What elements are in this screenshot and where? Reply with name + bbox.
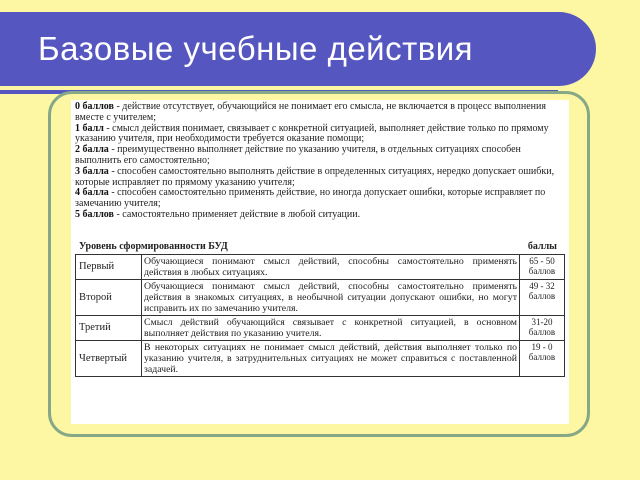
table-row	[76, 254, 565, 279]
points-range: 31-20	[531, 316, 553, 327]
level-desc: - действие отсутствует, обучающийся не понимает его смысла, не включается в процесс выполнения вместе с учителем;	[75, 101, 546, 123]
row-level: Четвертый	[76, 340, 142, 376]
level-item	[75, 210, 565, 221]
table-row	[76, 315, 565, 340]
level-desc: - способен самостоятельно применять действие, но иногда допускает ошибки, которые исправляет по замечанию учителя;	[75, 187, 546, 210]
level-score: 5 баллов	[75, 208, 114, 220]
level-score: 4 балла	[75, 187, 109, 199]
points-range: 65 - 50	[529, 255, 555, 266]
header-level: Уровень сформированности БУД	[79, 240, 228, 252]
levels-table	[75, 254, 565, 377]
table-header	[75, 241, 565, 253]
row-level: Первый	[76, 254, 142, 279]
points-unit: баллов	[528, 265, 556, 276]
row-level: Второй	[76, 279, 142, 315]
level-desc: - способен самостоятельно выполнять действие в определенных ситуациях, нередко допускает ошибки, которые исправляет по прямому указанию учителя;	[75, 165, 555, 188]
level-item	[75, 188, 565, 210]
points-unit: баллов	[528, 351, 556, 362]
level-score: 0 баллов	[75, 101, 114, 112]
level-desc: - самостоятельно применяет действие в любой ситуации.	[113, 208, 361, 220]
row-points	[520, 340, 565, 376]
row-description: Обучающиеся понимают смысл действий, способны самостоятельно применять действия в любых ситуациях.	[142, 254, 520, 279]
level-score: 2 балла	[75, 144, 109, 156]
level-score: 3 балла	[75, 165, 109, 177]
row-description: Обучающиеся понимают смысл действий, способны самостоятельно применять действия в знакомых ситуациях, в необычной ситуации допускают ошибки, но могут исправить их по замечанию учителя.	[142, 279, 520, 315]
row-description: Смысл действий обучающийся связывает с конкретной ситуацией, в основном выполняет действия по указанию учителя.	[142, 315, 520, 340]
row-points	[520, 315, 565, 340]
row-points	[520, 254, 565, 279]
points-range: 49 - 32	[529, 280, 555, 291]
level-item	[75, 124, 565, 146]
points-range: 19 - 0	[531, 341, 553, 352]
row-level: Третий	[76, 315, 142, 340]
level-item	[75, 102, 565, 124]
score-levels	[75, 102, 565, 221]
row-description: В некоторых ситуациях не понимает смысл действий, действия выполняет только по указанию учителя, в затруднительных ситуациях не может справиться с поставленной задачей.	[142, 340, 520, 376]
points-unit: баллов	[528, 326, 556, 337]
content-panel	[71, 100, 569, 424]
slide-title: Базовые учебные действия	[38, 30, 474, 67]
table-row	[76, 279, 565, 315]
level-item	[75, 167, 565, 189]
level-desc: - преимущественно выполняет действие по указанию учителя, в отдельных ситуациях способен выполнить его самостоятельно;	[75, 144, 521, 166]
points-unit: баллов	[528, 290, 556, 301]
level-item	[75, 145, 565, 167]
level-score: 1 балл	[75, 122, 104, 134]
level-desc: - смысл действия понимает, связывает с конкретной ситуацией, выполняет действие только по прямому указанию учителя, при необходимости требуется оказание помощи;	[75, 122, 549, 145]
row-points	[520, 279, 565, 315]
header-points: баллы	[527, 240, 557, 252]
table-row	[76, 340, 565, 376]
